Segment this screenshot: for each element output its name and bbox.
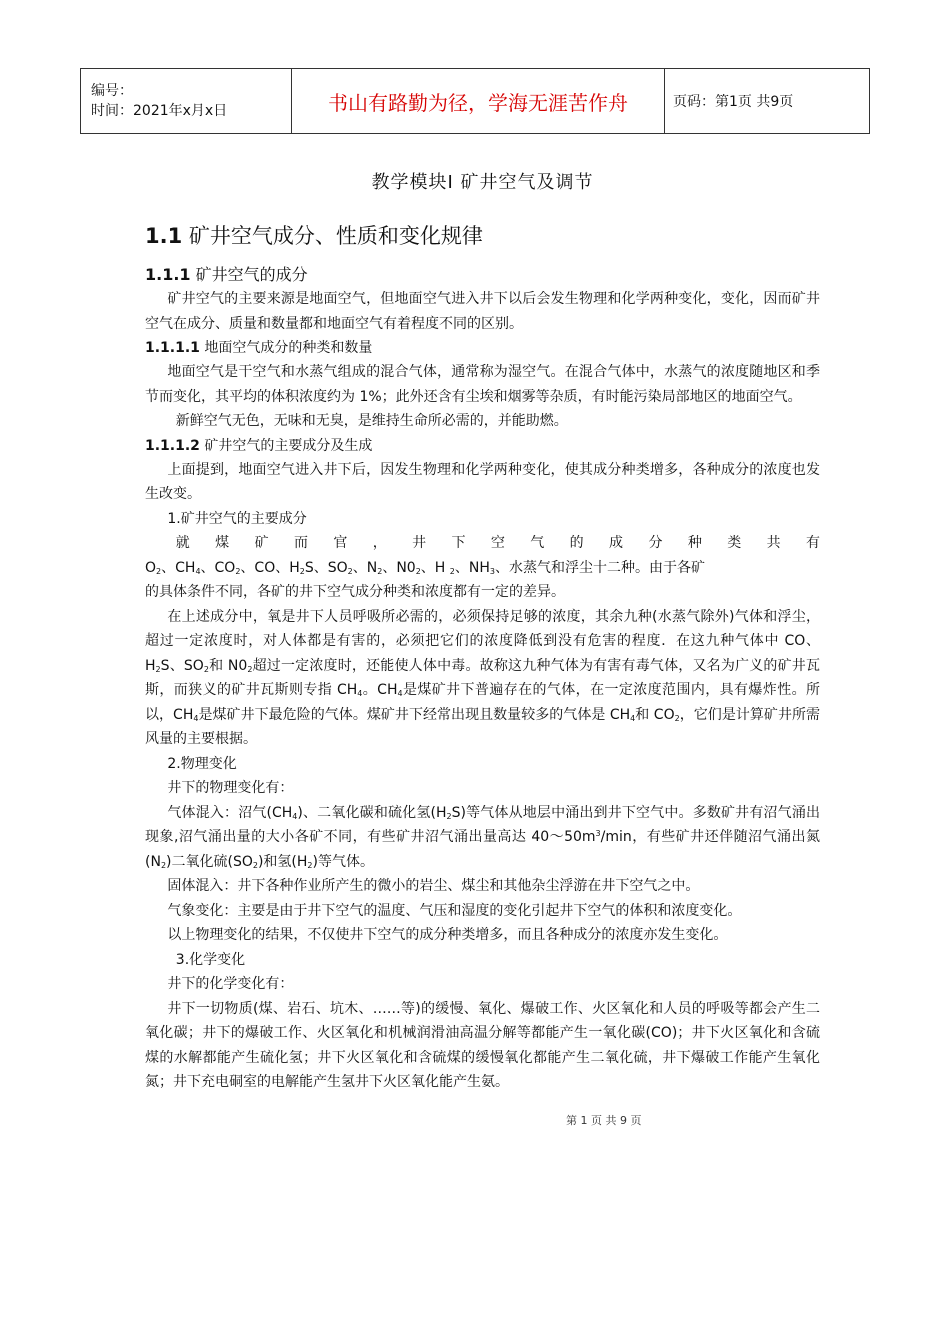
paragraph-line: 就 煤 矿 而 官 ， 井 下 空 气 的 成 分 种 类 共 有 (175, 535, 820, 551)
paragraph: 新鲜空气无色，无味和无臭，是维持生命所必需的，并能助燃。 (175, 413, 568, 429)
number-label: 编号： (91, 83, 133, 99)
motto: 书山有路勤为径，学海无涯苦作舟 (292, 69, 665, 134)
page-info: 页码：第1页 共9页 (665, 69, 870, 134)
header-table (80, 68, 870, 134)
heading-number: 1.1.1.1 (145, 340, 200, 356)
heading-text: 矿井空气的主要成分及生成 (199, 437, 373, 454)
heading-text: 矿井空气成分、性质和变化规律 (182, 224, 483, 248)
paragraph: 井下一切物质(煤、岩石、坑木、……等)的缓慢、氧化、爆破工作、火区氧化和人员的呼吸等都会产生二氧化碳；井下的爆破工作、火区氧化和机械润滑油高温分解等都能产生一氧化碳(CO)；井下火区氧化和含硫煤的水解都能产生硫化氢；井下火区氧化和含硫煤的缓慢氧化都能产生二氧化硫，井下爆破工作能产生氧化氮；井下充电硐室的电解能产生氢井下火区氧化能产生氨。 (145, 1000, 820, 1090)
paragraph: 在上述成分中，氧是井下人员呼吸所必需的，必须保持足够的浓度，其余九种(水蒸气除外)气体和浮尘，超过一定浓度时，对人体都是有害的，必须把它们的浓度降低到没有危害的程度．在这九种气体中 CO、$H_2S$、$SO_2$和 $N0_2$超过一定浓度时，还能使人体中毒。故称这九种气体为有害有毒气体，又名为广义的矿井瓦斯，而狭义的矿井瓦斯则专指 $CH_4$。$CH_4$是煤矿井下普遍存在的气体，在一定浓度范围内，具有爆炸性。所以，$CH_4$是煤矿井下最危险的气体。煤矿井下经常出现且数量较多的气体是 $CH_4$和 $CO_2$，它们是计算矿井所需风量的主要根据。 (145, 608, 821, 747)
subheading: 2.物理变化 (167, 755, 237, 772)
heading-1-1-1-1 (145, 336, 820, 360)
paragraph: 地面空气是干空气和水蒸气组成的混合气体，通常称为湿空气。在混合气体中，水蒸气的浓度随地区和季节而变化，其平均的体积浓度约为 1%；此外还含有尘埃和烟雾等杂质，有时能污染局部地区的地面空气。 (145, 364, 820, 405)
paragraph: 井下的化学变化有： (167, 976, 294, 992)
paragraph: 气象变化：主要是由于井下空气的温度、气压和湿度的变化引起井下空气的体积和浓度变化。 (167, 902, 742, 919)
heading-number: 1.1.1 (145, 265, 191, 284)
paragraph: 上面提到，地面空气进入井下后，因发生物理和化学两种变化，使其成分种类增多，各种成分的浓度也发生改变。 (145, 461, 820, 502)
heading-number: 1.1.1.2 (145, 437, 200, 454)
time-label: 时间：2021年x月x日 (91, 103, 228, 119)
document-body (145, 168, 820, 1095)
heading-1-1 (145, 220, 820, 250)
document-title: 教学模块Ⅰ 矿井空气及调节 (371, 172, 594, 193)
paragraph-line: 的具体条件不同，各矿的井下空气成分种类和浓度都有一定的差异。 (145, 584, 565, 600)
header-meta-cell (81, 69, 292, 134)
paragraph: 以上物理变化的结果，不仅使井下空气的成分种类增多，而且各种成分的浓度亦发生变化。 (167, 927, 728, 943)
paragraph: 固体混入：井下各种作业所产生的微小的岩尘、煤尘和其他杂尘浮游在井下空气之中。 (167, 878, 700, 894)
heading-1-1-1 (145, 262, 820, 285)
page-footer: 第 1 页 共 9 页 (566, 1114, 642, 1127)
paragraph: 井下的物理变化有： (167, 780, 294, 796)
heading-text: 地面空气成分的种类和数量 (199, 340, 373, 356)
heading-number: 1.1 (145, 224, 183, 248)
heading-text: 矿井空气的成分 (190, 265, 308, 284)
gas-list-line: $O_2$、$CH_4$、$CO_2$、CO、$H_2S$、$SO_2$、$N_2$、$N0_2$、H $_2$、$NH_3$、水蒸气和浮尘十二种。由于各矿 (145, 559, 705, 576)
heading-1-1-1-2 (145, 434, 820, 458)
subheading: 1.矿井空气的主要成分 (167, 510, 307, 527)
paragraph: 气体混入：沼气$(CH_4)$、二氧化碳和硫化氢$(H_2S)$等气体从地层中涌出到井下空气中。多数矿井有沼气涌出现象,沼气涌出量的大小各矿不同，有些矿井沼气涌出量高达 $40\sim 50m^3/\min$，有些矿井还伴随沼气涌出氮$(N_2)$二氧化硫$(SO_2)$和氢$(H_2)$等气体。 (145, 804, 820, 870)
subheading: 3.化学变化 (175, 951, 246, 968)
paragraph: 矿井空气的主要来源是地面空气，但地面空气进入井下以后会发生物理和化学两种变化，变化，因而矿井空气在成分、质量和数量都和地面空气有着程度不同的区别。 (145, 291, 820, 332)
